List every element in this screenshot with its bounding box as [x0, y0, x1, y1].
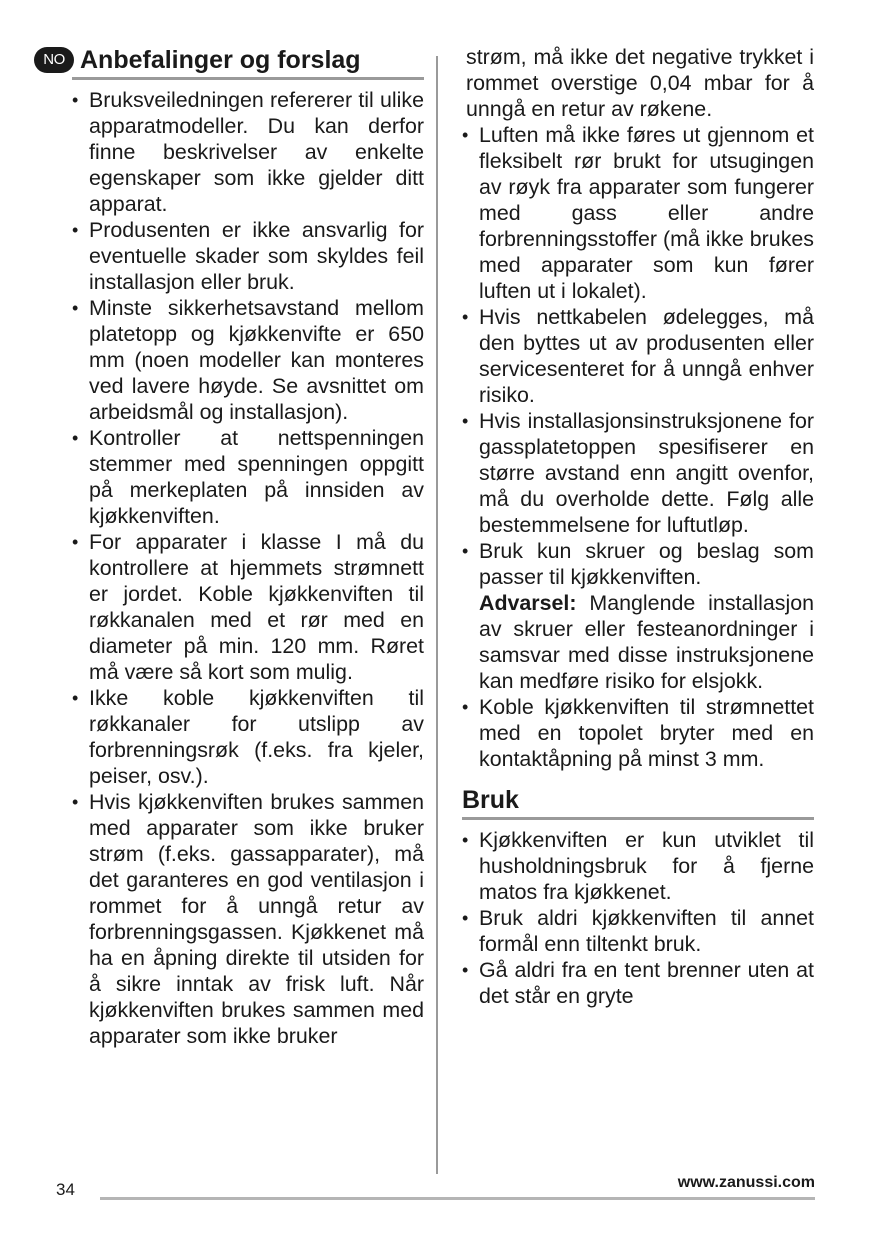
- usage-list: [462, 827, 814, 1009]
- list-item: • Kontroller at nettspenningen stemmer med spenningen oppgitt på merkeplaten på innsiden av kjøkkenviften.: [72, 425, 424, 529]
- list-item: • For apparater i klasse I må du kontrollere at hjemmets strømnett er jordet. Koble kjøkkenviften til røkkanalen med et rør med en diameter på min. 120 mm. Røret må være så kort som mulig.: [72, 529, 424, 685]
- list-item: • Bruk aldri kjøkkenviften til annet formål enn tiltenkt bruk.: [462, 905, 814, 957]
- column-divider: [436, 56, 438, 1174]
- list-item: • Gå aldri fra en tent brenner uten at det står en gryte: [462, 957, 814, 1009]
- section-title: Bruk: [462, 786, 519, 814]
- warning-label: Advarsel:: [479, 591, 577, 615]
- right-column: [462, 44, 814, 1009]
- page-number: 34: [56, 1180, 75, 1199]
- list-item-continuation: strøm, må ikke det negative trykket i rommet overstige 0,04 mbar for å unngå en retur av røkene.: [466, 45, 814, 121]
- list-item: • Luften må ikke føres ut gjennom et fleksibelt rør brukt for utsugingen av røyk fra apparater som fungerer med gass eller andre forbrenningsstoffer (må ikke brukes med apparater som kun fører luften ut i lokalet).: [462, 122, 814, 304]
- list-item: • Ikke koble kjøkkenviften til røkkanaler for utslipp av forbrenningsrøk (f.eks. fra kjeler, peiser, osv.).: [72, 685, 424, 789]
- screws-text: Bruk kun skruer og beslag som passer til kjøkkenviften.: [479, 539, 814, 589]
- recommendations-list-continued: [462, 122, 814, 772]
- list-item: • Hvis nettkabelen ødelegges, må den byttes ut av produsenten eller servicesenteret for å unngå enhver risiko.: [462, 304, 814, 408]
- list-item: • Koble kjøkkenviften til strømnettet med en topolet bryter med en kontaktåpning på minst 3 mm.: [462, 694, 814, 772]
- list-item: • Kjøkkenviften er kun utviklet til husholdningsbruk for å fjerne matos fra kjøkkenet.: [462, 827, 814, 905]
- recommendations-list: [72, 87, 424, 1049]
- warning-text: Manglende installasjon av skruer eller festeanordninger i samsvar med disse instruksjonene kan medføre risiko for elsjokk.: [479, 591, 814, 693]
- left-column: [43, 44, 424, 1049]
- language-badge: NO: [34, 47, 74, 73]
- list-item: • Hvis kjøkkenviften brukes sammen med apparater som ikke bruker strøm (f.eks. gassapparater), må det garanteres en god ventilasjon i rommet for å unngå retur av forbrenningsgassen. Kjøkkenet må ha en åpning direkte til utsiden for å sikre inntak av frisk luft. Når kjøkkenviften brukes sammen med apparater som ikke bruker: [72, 789, 424, 1049]
- footer-rule: [100, 1197, 815, 1200]
- list-item: • Minste sikkerhetsavstand mellom platetopp og kjøkkenvifte er 650 mm (noen modeller kan monteres ved lavere høyde. Se avsnittet om arbeidsmål og installasjon).: [72, 295, 424, 425]
- list-item: • Hvis installasjonsinstruksjonene for gassplatetoppen spesifiserer en større avstand enn angitt ovenfor, må du overholde dette. Følg alle bestemmelsene for luftutløp.: [462, 408, 814, 538]
- list-item: • Bruksveiledningen refererer til ulike apparatmodeller. Du kan derfor finne beskrivelser av enkelte egenskaper som ikke gjelder ditt apparat.: [72, 87, 424, 217]
- website-url: www.zanussi.com: [677, 1174, 815, 1191]
- section-heading-recommendations: [43, 44, 424, 80]
- list-item: • Produsenten er ikke ansvarlig for eventuelle skader som skyldes feil installasjon eller bruk.: [72, 217, 424, 295]
- list-item-screws: [462, 538, 814, 694]
- section-heading-usage: [462, 784, 814, 820]
- section-title: Anbefalinger og forslag: [80, 46, 361, 74]
